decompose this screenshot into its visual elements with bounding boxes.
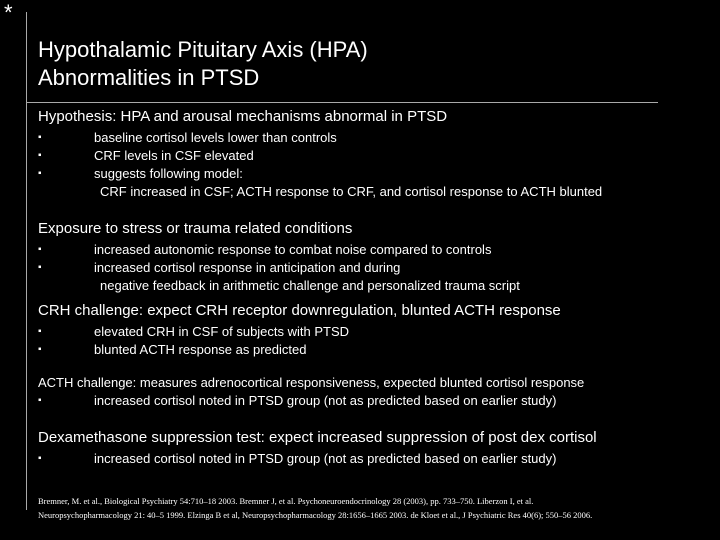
- bullet-icon: ▪: [38, 344, 42, 355]
- bullet-continuation: CRF increased in CSF; ACTH response to CRF, and cortisol response to ACTH blunted: [100, 184, 603, 199]
- bullet-continuation: negative feedback in arithmetic challenge and personalized trauma script: [100, 278, 520, 293]
- section-exposure: [38, 219, 698, 295]
- list-item: [38, 323, 698, 341]
- bullet-list: [38, 392, 698, 410]
- section-acth-challenge: [38, 374, 698, 410]
- list-item: [38, 392, 698, 410]
- bullet-icon: ▪: [38, 395, 42, 406]
- section-dexamethasone: [38, 428, 698, 468]
- bullet-text: CRF levels in CSF elevated: [94, 148, 254, 163]
- references: [38, 494, 698, 522]
- slide-title: [38, 36, 368, 92]
- list-item: [38, 259, 698, 295]
- bullet-text: increased cortisol noted in PTSD group (not as predicted based on earlier study): [94, 393, 557, 408]
- bullet-list: [38, 241, 698, 295]
- list-item: [38, 129, 698, 147]
- section-heading: Hypothesis: HPA and arousal mechanisms abnormal in PTSD: [38, 108, 448, 125]
- list-item: [38, 165, 698, 201]
- bullet-list: [38, 129, 698, 201]
- bullet-icon: ▪: [38, 453, 42, 464]
- list-item: [38, 147, 698, 165]
- bullet-text: elevated CRH in CSF of subjects with PTSD: [94, 324, 350, 339]
- slide-title-line-2: Abnormalities in PTSD: [38, 65, 260, 90]
- bullet-text: blunted ACTH response as predicted: [94, 342, 307, 357]
- bullet-icon: ▪: [38, 168, 42, 179]
- section-crh-challenge: [38, 301, 698, 359]
- section-heading: CRH challenge: expect CRH receptor downregulation, blunted ACTH response: [38, 302, 561, 319]
- bullet-icon: ▪: [38, 326, 42, 337]
- bullet-text: increased cortisol response in anticipation and during: [94, 260, 401, 275]
- bullet-list: [38, 323, 698, 359]
- title-underline: [26, 102, 658, 103]
- bullet-text: suggests following model:: [94, 166, 243, 181]
- bullet-text: increased cortisol noted in PTSD group (not as predicted based on earlier study): [94, 451, 557, 466]
- list-item: [38, 341, 698, 359]
- bullet-text: baseline cortisol levels lower than controls: [94, 130, 337, 145]
- section-heading: Dexamethasone suppression test: expect increased suppression of post dex cortisol: [38, 429, 597, 446]
- bullet-icon: ▪: [38, 244, 42, 255]
- bullet-icon: ▪: [38, 132, 42, 143]
- section-heading: Exposure to stress or trauma related conditions: [38, 220, 353, 237]
- bullet-text: increased autonomic response to combat noise compared to controls: [94, 242, 492, 257]
- slide-title-line-1: Hypothalamic Pituitary Axis (HPA): [38, 37, 368, 62]
- reference-line-2: Neuropsychopharmacology 21: 40–5 1999. Elzinga B et al, Neuropsychopharmacology 28:1656–1665 2003. de Kloet et al., J Psychiatric Res 40(6); 550–56 2006.: [38, 510, 593, 520]
- section-heading: ACTH challenge: measures adrenocortical responsiveness, expected blunted cortisol response: [38, 375, 585, 390]
- corner-asterisk: *: [4, 0, 13, 25]
- list-item: [38, 241, 698, 259]
- vertical-divider: [26, 12, 27, 510]
- list-item: [38, 450, 698, 468]
- reference-line-1: Bremner, M. et al., Biological Psychiatry 54:710–18 2003. Bremner J, et al. Psychoneuroendocrinology 28 (2003), pp. 733–750. Liberzon I, et al.: [38, 496, 534, 506]
- section-hypothesis: [38, 107, 698, 201]
- bullet-icon: ▪: [38, 150, 42, 161]
- bullet-icon: ▪: [38, 262, 42, 273]
- bullet-list: [38, 450, 698, 468]
